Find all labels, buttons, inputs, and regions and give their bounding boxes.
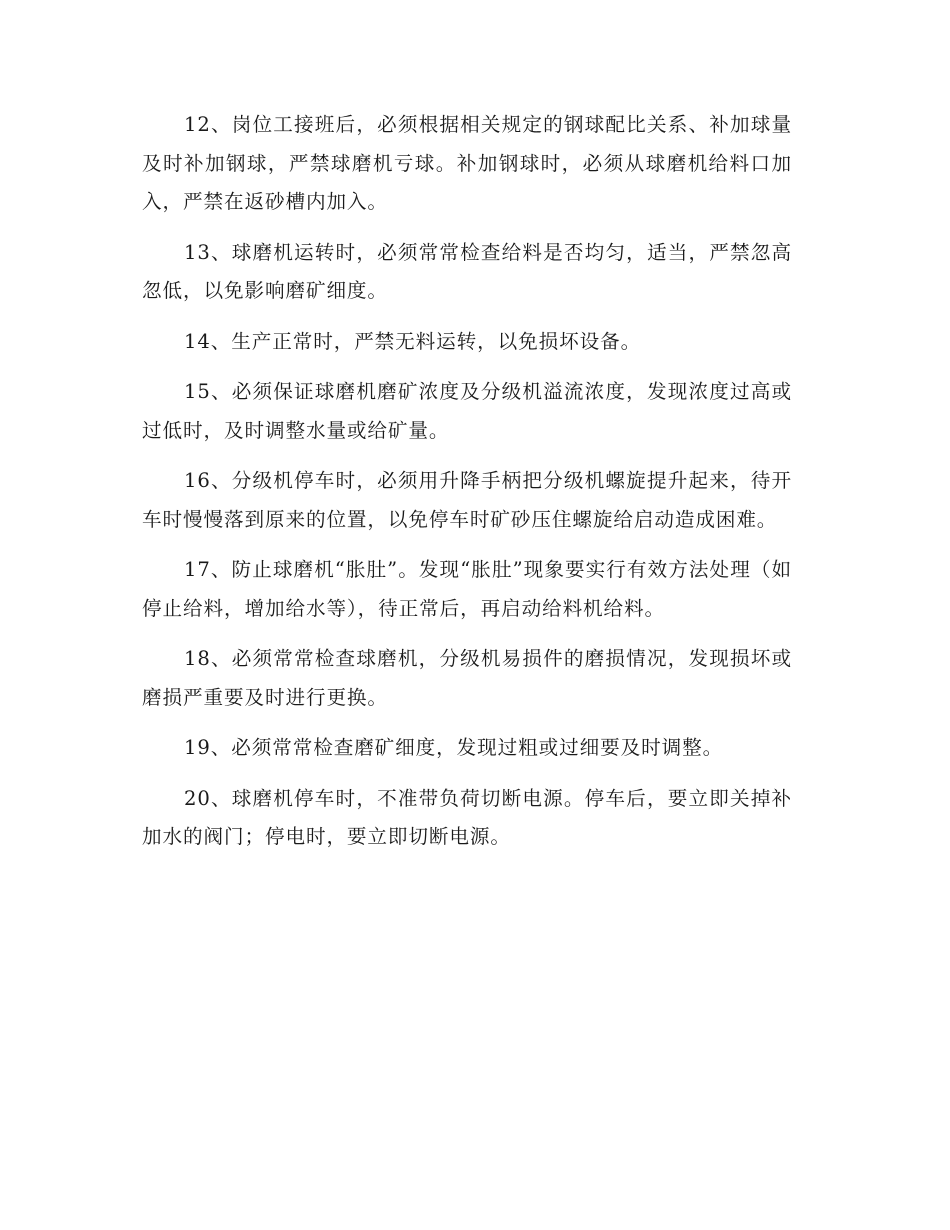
paragraph-item-13: 13、球磨机运转时，必须常常检查给料是否均匀，适当，严禁忽高忽低，以免影响磨矿细度。: [142, 240, 792, 302]
paragraph-item-20: 20、球磨机停车时，不准带负荷切断电源。停车后，要立即关掉补加水的阀门；停电时，要立即切断电源。: [142, 786, 792, 848]
paragraph-item-12: 12、岗位工接班后，必须根据相关规定的钢球配比关系、补加球量及时补加钢球，严禁球磨机亏球。补加钢球时，必须从球磨机给料口加入，严禁在返砂槽内加入。: [142, 113, 792, 213]
paragraph-item-16: 16、分级机停车时，必须用升降手柄把分级机螺旋提升起来，待开车时慢慢落到原来的位置，以免停车时矿砂压住螺旋给启动造成困难。: [142, 469, 792, 531]
paragraph-item-14: 14、生产正常时，严禁无料运转，以免损坏设备。: [184, 329, 642, 353]
paragraph-item-19: 19、必须常常检查磨矿细度，发现过粗或过细要及时调整。: [184, 736, 724, 759]
document-page: [142, 106, 792, 869]
paragraph-item-18: 18、必须常常检查球磨机，分级机易损件的磨损情况，发现损坏或磨损严重要及时进行更换。: [142, 647, 792, 709]
paragraph-item-15: 15、必须保证球磨机磨矿浓度及分级机溢流浓度，发现浓度过高或过低时，及时调整水量或给矿量。: [142, 380, 792, 442]
paragraph-item-17: 17、防止球磨机“胀肚”。发现“胀肚”现象要实行有效方法处理（如停止给料，增加给水等），待正常后，再启动给料机给料。: [142, 558, 792, 620]
